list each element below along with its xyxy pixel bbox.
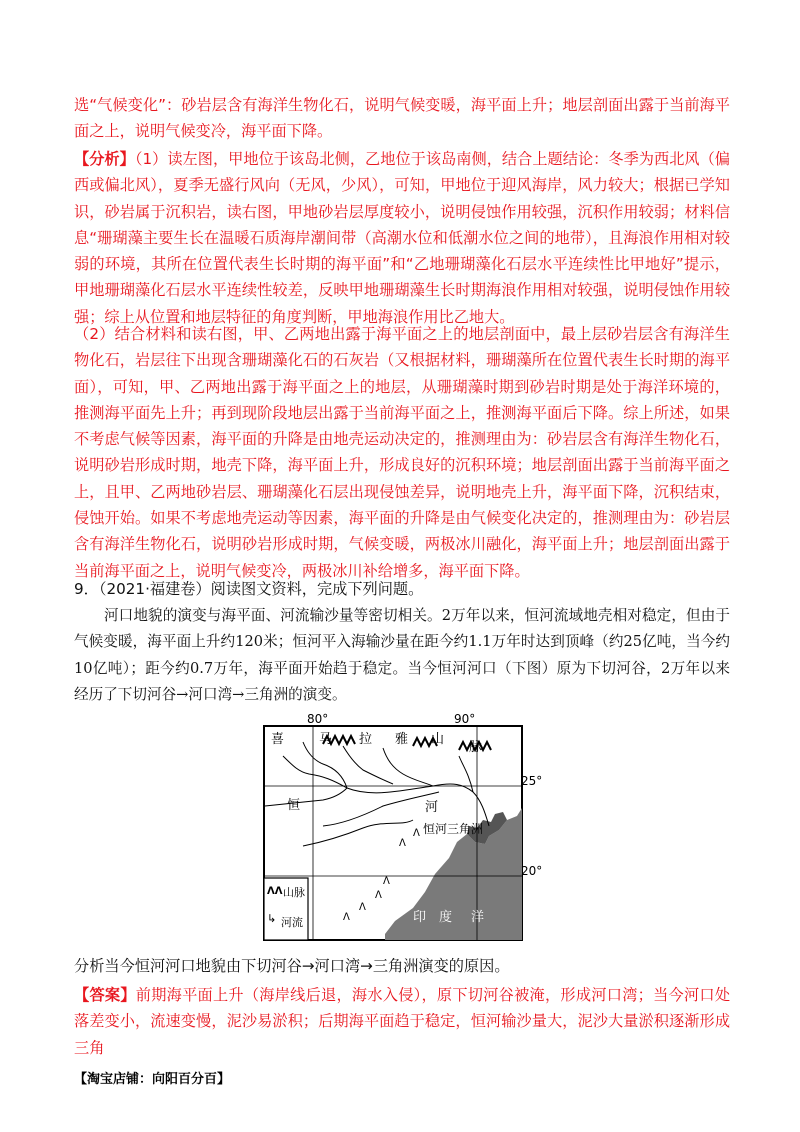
analysis-part-1: [74, 146, 730, 330]
mountain-char-2: 马: [319, 732, 333, 747]
analysis-text-1: （1）读左图，甲地位于该岛北侧，乙地位于该岛南侧，结合上题结论：冬季为西北风（偏西或偏北风），夏季无盛行风向（无风，少风），可知，甲地位于迎风海岸，风力较大；根据已学知识，砂岩属于沉积岩，读右图，甲地砂岩层厚度较小，说明侵蚀作用较强，沉积作用较弱；材料信息“珊瑚藻主要生长在温暖石质海岸潮间带（高潮水位和低潮水位之间的地带），且海浪作用相对较弱的环境，其所在位置代表生长时期的海平面”和“乙地珊瑚藻化石层水平连续性比甲地好”提示，甲地珊瑚藻化石层水平连续性较差，反映甲地珊瑚藻生长时期海浪作用相对较强，说明侵蚀作用较强；综上从位置和地层特征的角度判断，甲地海浪作用比乙地大。: [74, 150, 730, 326]
svg-text:ᐱ: ᐱ: [375, 890, 382, 901]
svg-text:ᐱ: ᐱ: [383, 876, 390, 887]
mountain-char-3: 拉: [359, 732, 373, 747]
svg-text:ᐱ: ᐱ: [343, 912, 350, 923]
answer-tag: 【答案】: [74, 986, 136, 1004]
question-source: （2021·福建卷）阅读图文资料，完成下列问题。: [98, 580, 424, 598]
question-material: 河口地貌的演变与海平面、河流输沙量等密切相关。2万年以来，恒河流域地壳相对稳定，但由于气候变暖，海平面上升约120米；恒河平入海输沙量在距今约1.1万年时达到顶峰（约25亿吨，当今约10亿吨）；距今约0.7万年，海平面开始趋于稳定。当今恒河河口（下图）原为下切河谷，2万年以来经历了下切河谷→河口湾→三角洲的演变。: [74, 607, 730, 703]
lon-label-80: 80°: [307, 712, 329, 726]
legend-mountain-label: 山脉: [283, 886, 305, 899]
question-heading: [74, 576, 730, 602]
river-label-heng: 恒: [287, 798, 301, 813]
footer-shop-note: 【淘宝店铺：向阳百分百】: [74, 1072, 231, 1087]
delta-label: 恒河三角洲: [423, 822, 484, 836]
ocean-char-3: 洋: [471, 910, 485, 925]
answer-paragraph: [74, 982, 730, 1061]
river-label-he: 河: [425, 800, 439, 815]
ganges-delta-map: [263, 712, 543, 943]
ocean-char-1: 印: [413, 910, 427, 925]
question-number: 9．: [74, 580, 99, 598]
legend-river-symbol: ↳: [267, 912, 277, 925]
lat-label-25: 25°: [521, 774, 543, 788]
legend-river-label: 河流: [281, 916, 303, 929]
svg-text:ᐱ: ᐱ: [359, 902, 366, 913]
paragraph-option-explanation: 选“气候变化”：砂岩层含有海洋生物化石，说明气候变暖，海平面上升；地层剖面出露于当前海平面之上，说明气候变冷，海平面下降。: [74, 96, 730, 141]
legend-mountain-symbol: ᐱᐱ: [267, 886, 283, 897]
lat-label-20: 20°: [521, 864, 543, 878]
mountain-char-1: 喜: [271, 732, 285, 747]
analysis-tag: 【分析】: [74, 150, 135, 168]
question-prompt: 分析当今恒河河口地貌由下切河谷→河口湾→三角洲演变的原因。: [74, 957, 510, 975]
mountain-char-4: 雅: [395, 732, 409, 747]
ocean-char-2: 度: [439, 910, 453, 925]
mountain-char-5: 山: [431, 732, 445, 747]
answer-text: 前期海平面上升（海岸线后退，海水入侵），原下切河谷被淹，形成河口湾；当今河口处落差变小，流速变慢，泥沙易淤积；后期海平面趋于稳定，恒河输沙量大，泥沙大量淤积逐渐形成三角: [74, 986, 731, 1057]
svg-text:ᐱ: ᐱ: [399, 838, 406, 849]
analysis-part-2: （2）结合材料和读右图，甲、乙两地出露于海平面之上的地层剖面中，最上层砂岩层含有海洋生物化石，岩层往下出现含珊瑚藻化石的石灰岩（又根据材料，珊瑚藻所在位置代表生长时期的海平面），可知，甲、乙两地出露于海平面之上的地层，从珊瑚藻时期到砂岩时期是处于海洋环境的，推测海平面先上升；再到现阶段地层出露于当前海平面之上，推测海平面后下降。综上所述，如果不考虑气候等因素，海平面的升降是由地壳运动决定的，推测理由为：砂岩层含有海洋生物化石，说明砂岩形成时期，地壳下降，海平面上升，形成良好的沉积环境；地层剖面出露于当前海平面之上，且甲、乙两地砂岩层、珊瑚藻化石层出现侵蚀差异，说明地壳上升，海平面下降，沉积结束，侵蚀开始。如果不考虑地壳运动等因素，海平面的升降是由气候变化决定的，推测理由为：砂岩层含有海洋生物化石，说明砂岩形成时期，气候变暖，两极冰川融化，海平面上升；地层剖面出露于当前海平面之上，说明气候变冷，两极冰川补给增多，海平面下降。: [74, 325, 730, 580]
mountain-char-6: 脉: [469, 740, 483, 755]
svg-text:ᐱ: ᐱ: [413, 828, 420, 839]
lon-label-90: 90°: [454, 712, 476, 726]
